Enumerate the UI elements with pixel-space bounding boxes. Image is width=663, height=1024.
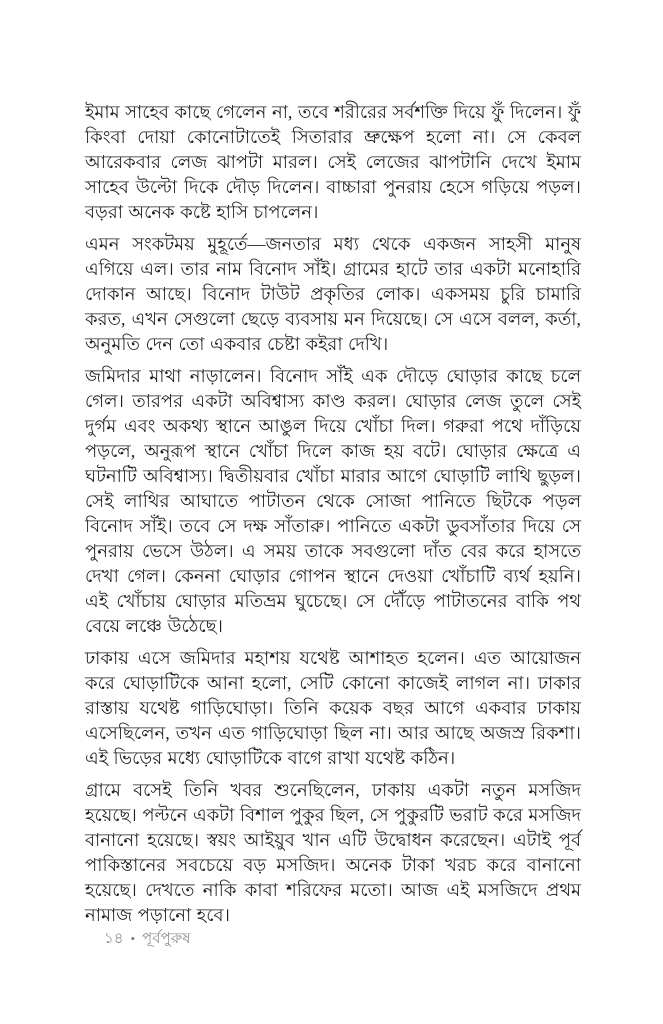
paragraph-1: ইমাম সাহেব কাছে গেলেন না, তবে শরীরের সর্বশক্তি দিয়ে ফুঁ দিলেন। ফুঁ কিংবা দোয়া কোনোটাতেই সিতারার ভ্রুক্ষেপ হলো না। সে কেবল আরেকবার লেজ ঝাপটা মারল। সেই লেজের ঝাপটানি দেখে ইমাম সাহেব উল্টো দিকে দৌড় দিলেন। বাচ্চারা পুনরায় হেসে গড়িয়ে পড়ল। বড়রা অনেক কষ্টে হাসি চাপলেন। xyxy=(85,102,581,222)
paragraph-5: গ্রামে বসেই তিনি খবর শুনেছিলেন, ঢাকায় একটা নতুন মসজিদ হয়েছে। পল্টনে একটা বিশাল পুকুর ছিল, সে পুকুরটি ভরাট করে মসজিদ বানানো হয়েছে। স্বয়ং আইয়ুব খান এটি উদ্বোধন করেছেন। এটাই পূর্ব পাকিস্তানের সবচেয়ে বড় মসজিদ। অনেক টাকা খরচ করে বানানো হয়েছে। দেখতে নাকি কাবা শরিফের মতো। আজ এই মসজিদে প্রথম নামাজ পড়ানো হবে। xyxy=(85,780,581,925)
paragraph-2: এমন সংকটময় মুহূর্তে—জনতার মধ্য থেকে একজন সাহসী মানুষ এগিয়ে এল। তার নাম বিনোদ সাঁই। গ্রামের হাটে তার একটা মনোহারি দোকান আছে। বিনোদ টাউট প্রকৃতির লোক। একসময় চুরি চামারি করত, এখন সেগুলো ছেড়ে ব্যবসায় মন দিয়েছে। সে এসে বলল, কর্তা, অনুমতি দেন তো একবার চেষ্টা কইরা দেখি। xyxy=(85,234,581,354)
book-title: পূর্বপুরুষ xyxy=(142,931,191,947)
paragraph-3: জমিদার মাথা নাড়ালেন। বিনোদ সাঁই এক দৌড়ে ঘোড়ার কাছে চলে গেল। তারপর একটা অবিশ্বাস্য কাণ্ড করল। ঘোড়ার লেজ তুলে সেই দুর্গম এবং অকথ্য স্থানে আঙুল দিয়ে খোঁচা দিল। গরুরা পথে দাঁড়িয়ে পড়লে, অনুরূপ স্থানে খোঁচা দিলে কাজ হয় বটে। ঘোড়ার ক্ষেত্রে এ ঘটনাটি অবিশ্বাস্য। দ্বিতীয়বার খোঁচা মারার আগে ঘোড়াটি লাথি ছুড়ল। সেই লাথির আঘাতে পাটাতন থেকে সোজা পানিতে ছিটকে পড়ল বিনোদ সাঁই। তবে সে দক্ষ সাঁতারু। পানিতে একটা ডুবসাঁতার দিয়ে সে পুনরায় ভেসে উঠল। এ সময় তাকে সবগুলো দাঁত বের করে হাসতে দেখা গেল। কেননা ঘোড়ার গোপন স্থানে দেওয়া খোঁচাটি ব্যর্থ হয়নি। এই খোঁচায় ঘোড়ার মতিভ্রম ঘুচেছে। সে দৌঁড়ে পাটাতনের বাকি পথ বেয়ে লঞ্চে উঠেছে। xyxy=(85,366,581,636)
page-number: ১৪ xyxy=(104,931,124,947)
bullet-separator-icon: • xyxy=(130,931,136,946)
paragraph-4: ঢাকায় এসে জমিদার মহাশয় যথেষ্ট আশাহত হলেন। এত আয়োজন করে ঘোড়াটিকে আনা হলো, সেটি কোনো কাজেই লাগল না। ঢাকার রাস্তায় যথেষ্ট গাড়িঘোড়া। তিনি কয়েক বছর আগে একবার ঢাকায় এসেছিলেন, তখন এত গাড়িঘোড়া ছিল না। আর আছে অজস্র রিকশা। এই ভিড়ের মধ্যে ঘোড়াটিকে বাগে রাখা যথেষ্ট কঠিন। xyxy=(85,648,581,768)
body-text-block xyxy=(85,100,581,928)
page-footer xyxy=(104,929,191,949)
